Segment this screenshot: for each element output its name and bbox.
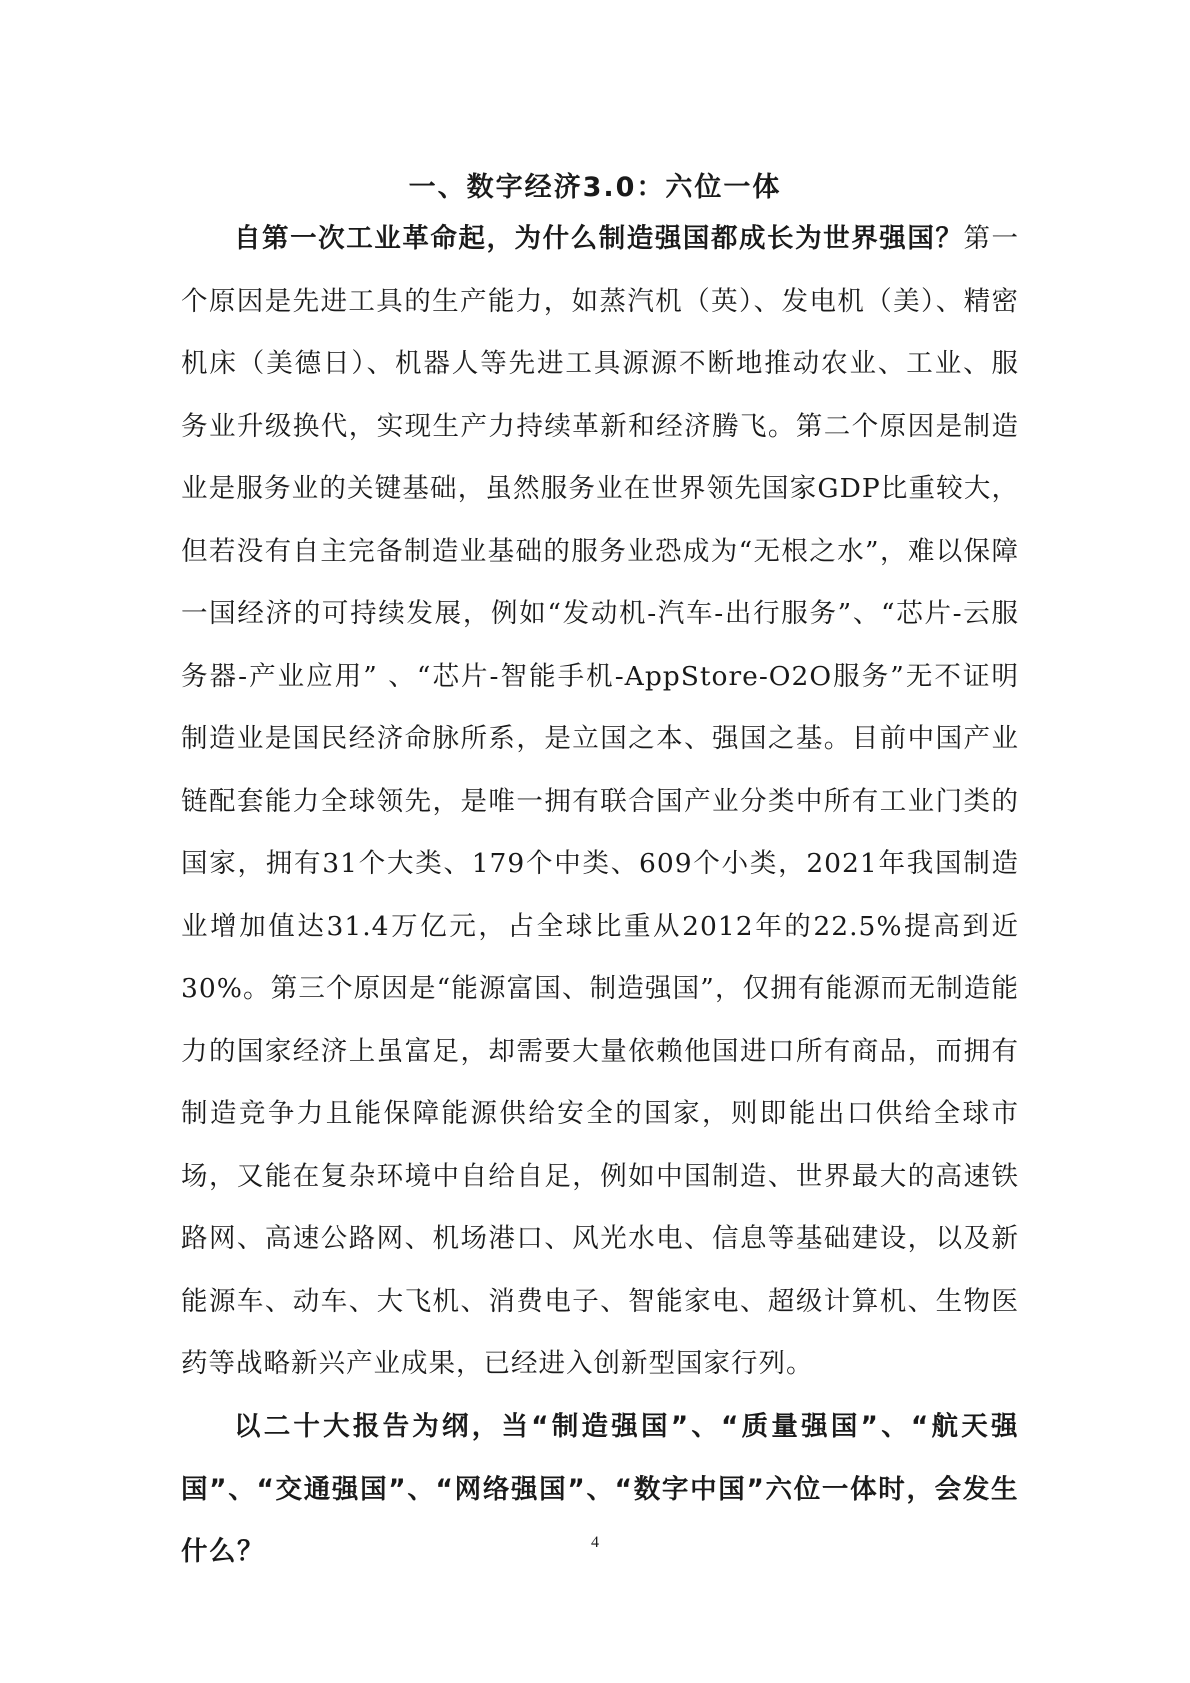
paragraph-1-lead-question: 自第一次工业革命起，为什么制造强国都成长为世界强国？ — [234, 223, 964, 254]
section-heading: 一、数字经济3.0：六位一体 — [408, 172, 782, 204]
page-number: 4 — [591, 1534, 599, 1551]
paragraph-1-body: 第一个原因是先进工具的生产能力，如蒸汽机（英）、发电机（美）、精密机床（美德日）、机器人等先进工具源源不断地推动农业、工业、服务业升级换代，实现生产力持续革新和经济腾飞。第二个原因是制造业是服务业的关键基础，虽然服务业在世界领先国家GDP比重较大，但若没有自主完备制造业基础的服务业恐成为“无根之水”，难以保障一国经济的可持续发展，例如“发动机-汽车-出行服务”、“芯片-云服务器-产业应用” 、“芯片-智能手机-AppStore-O2O服务”无不证明制造业是国民经济命脉所系，是立国之本、强国之基。目前中国产业链配套能力全球领先，是唯一拥有联合国产业分类中所有工业门类的国家，拥有31个大类、179个中类、609个小类，2021年我国制造业增加值达31.4万亿元，占全球比重从2012年的22.5%提高到近30%。第三个原因是“能源富国、制造强国”，仅拥有能源而无制造能力的国家经济上虽富足，却需要大量依赖他国进口所有商品，而拥有制造竞争力且能保障能源供给安全的国家，则即能出口供给全球市场，又能在复杂环境中自给自足，例如中国制造、世界最大的高速铁路网、高速公路网、机场港口、风光水电、信息等基础建设，以及新能源车、动车、大飞机、消费电子、智能家电、超级计算机、生物医药等战略新兴产业成果，已经进入创新型国家行列。 — [181, 223, 1020, 1379]
paragraph-2-text: 以二十大报告为纲，当“制造强国”、“质量强国”、“航天强国”、“交通强国”、“网络强国”、“数字中国”六位一体时，会发生什么？ — [181, 1411, 1019, 1567]
paragraph-1 — [181, 208, 1019, 1396]
paragraph-2 — [181, 1396, 1019, 1584]
